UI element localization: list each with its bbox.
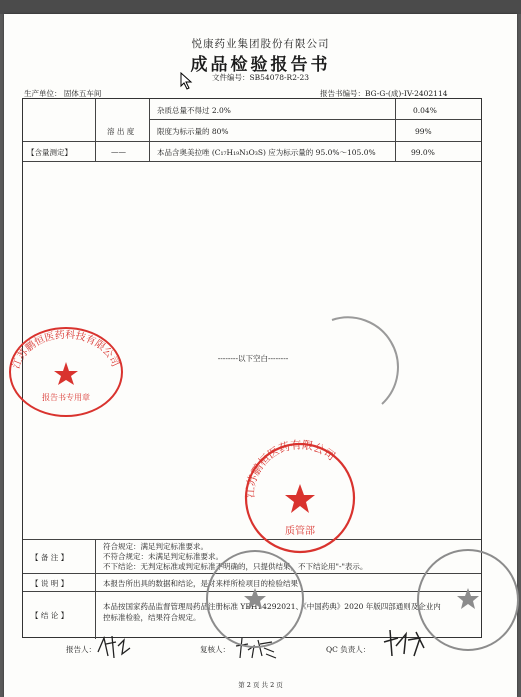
- remarks-line: 符合规定：满足判定标准要求。: [103, 542, 208, 551]
- row-method: ——: [111, 147, 126, 156]
- file-number: 文件编号：SB54078-R2-23: [212, 73, 310, 82]
- report-page: [4, 14, 517, 697]
- row-standard: 杂质总量不得过 2.0%: [157, 106, 231, 115]
- seal-subtext: 报告书专用章: [42, 393, 90, 402]
- viewer-toolbar: [0, 0, 521, 14]
- faint-stamp: [322, 314, 392, 414]
- svg-text:江苏鹏桓医药有限公司: [244, 438, 338, 498]
- page-number: 第 2 页 共 2 页: [238, 681, 283, 689]
- row-result: 99%: [415, 127, 432, 136]
- seal-subtext: 质管部: [285, 526, 315, 537]
- conclusion-label: 【 结 论 】: [31, 611, 69, 620]
- reporter-label: 报告人：: [66, 645, 96, 654]
- faint-stamp: [200, 544, 310, 654]
- reviewer-label: 复核人：: [200, 645, 230, 654]
- reporter-signature: [94, 632, 134, 662]
- report-title: 成品检验报告书: [190, 55, 331, 75]
- row-standard: 限度为标示量的 80%: [157, 127, 229, 136]
- company-name: 悦康药业集团股份有限公司: [191, 38, 330, 50]
- row-result: 99.0%: [411, 148, 435, 157]
- explanation-text: 本报告所出具的数据和结论，是对来样所检项目的检验结果: [103, 579, 298, 588]
- row-item: 溶 出 度: [107, 127, 135, 136]
- mouse-cursor-icon: [180, 72, 194, 90]
- blank-note: --------以下空白--------: [217, 354, 289, 363]
- explanation-label: 【 说 明 】: [31, 579, 69, 588]
- faint-stamp: [408, 540, 518, 660]
- qa-department-stamp: [240, 438, 360, 558]
- conclusion-line: 本品按国家药品监督管理局药品注册标准 YBH14292021、《中国药典》2020 年版四部通则及企业内: [103, 602, 441, 611]
- qc-label: QC 负责人：: [326, 645, 371, 654]
- remarks-label: 【 备 注 】: [31, 553, 69, 562]
- remarks-line: 不符合规定：未满足判定标准要求。: [103, 552, 223, 561]
- row-item: 【含量测定】: [27, 148, 72, 157]
- report-seal-stamp: [4, 320, 124, 420]
- row-standard: 本品含奥美拉唑 (C₁₇H₁₉N₃O₃S) 应为标示量的 95.0%～105.0%: [157, 148, 376, 157]
- seal-text: 江苏鹏桓医药有限公司: [243, 438, 338, 499]
- production-unit: 生产单位： 固体五车间: [24, 89, 102, 98]
- conclusion-line: 控标准检验，结果符合规定。: [103, 613, 201, 622]
- report-number: 报告书编号：BG-G-(成)-IV-2402114: [320, 89, 448, 98]
- row-result: 0.04%: [413, 106, 437, 115]
- remarks-line: 不下结论：无判定标准或判定标准不明确的，只提供结果，不下结论用"-"表示。: [103, 562, 368, 571]
- seal-text: 江苏鹏恒医药科技有限公司: [10, 329, 121, 371]
